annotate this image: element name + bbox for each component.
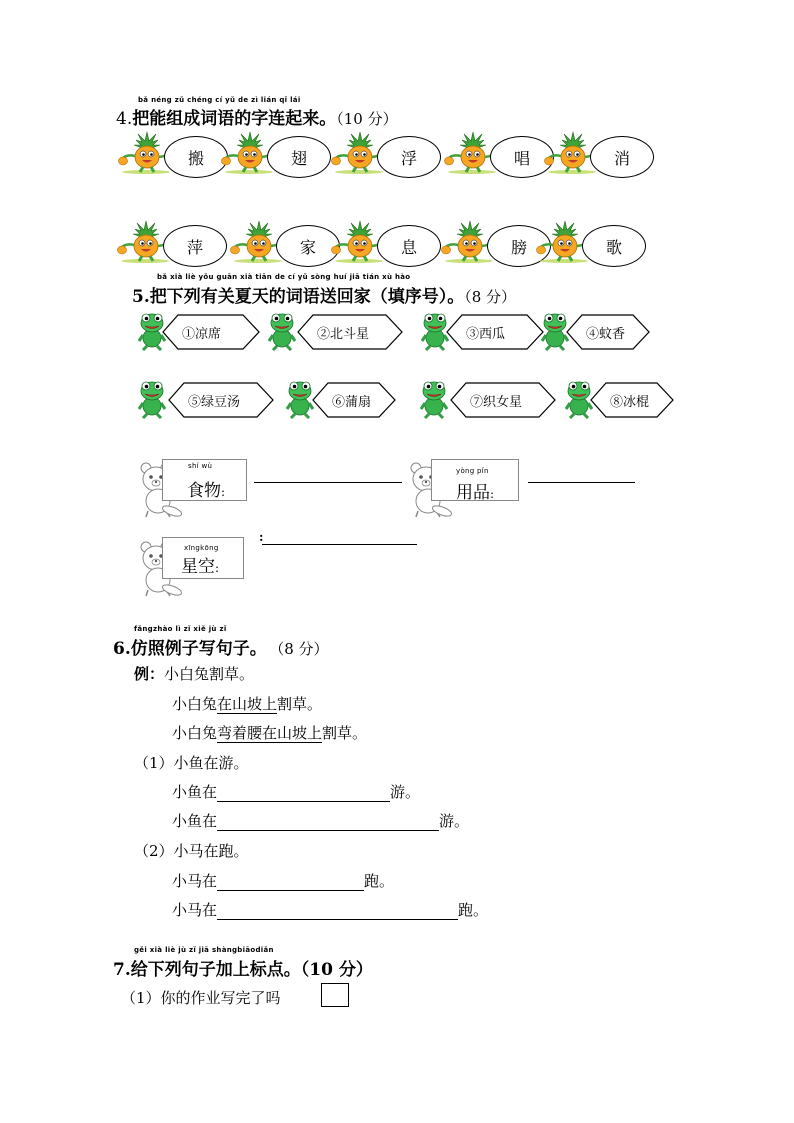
- q6-number: 6.: [113, 639, 131, 659]
- practice-2a: [172, 870, 394, 891]
- q4-pinyin: bǎ néng zǔ chéng cí yǔ de zì lián qǐ lái: [138, 96, 301, 104]
- q7-title: [113, 955, 373, 980]
- word-oval[interactable]: 浮: [377, 136, 441, 178]
- word-hexagon-label: ④蚊香: [586, 327, 626, 342]
- card-goods-word: [456, 478, 494, 503]
- q5-number: 5.: [132, 287, 150, 307]
- example-line-3: [172, 722, 367, 743]
- q7-number: 7.: [113, 960, 131, 980]
- word-oval[interactable]: 搬: [164, 136, 228, 178]
- card-goods-label: 用品: [456, 483, 490, 503]
- q4-score: （10 分）: [336, 110, 398, 128]
- practice-2b: [172, 899, 488, 920]
- example-line-1: [134, 663, 254, 684]
- ex3-a: 小白兔: [172, 724, 218, 742]
- p2b-pre: 小马在: [172, 901, 218, 919]
- word-oval[interactable]: 息: [377, 225, 441, 267]
- word-hexagon-label: ③西瓜: [466, 327, 506, 342]
- card-sky-colon: :: [215, 561, 220, 575]
- card-sky-label: 星空: [181, 557, 215, 577]
- word-hexagon-label: ②北斗星: [317, 327, 370, 342]
- word-hexagon-label: ①凉席: [182, 327, 222, 342]
- p2b-post: 跑。: [458, 901, 489, 919]
- frog-icon: [268, 311, 296, 351]
- word-oval[interactable]: 消: [590, 136, 654, 178]
- ex2-c: 割草。: [277, 695, 323, 713]
- word-hexagon-label: ⑧冰棍: [610, 395, 650, 410]
- card-food-pinyin: shí wù: [188, 462, 213, 470]
- card-food-label: 食物: [187, 481, 221, 501]
- blank-1b[interactable]: [217, 814, 439, 831]
- example-label: 例：: [134, 665, 165, 683]
- q7-title-text: 给下列句子加上标点。: [130, 960, 301, 980]
- p1b-pre: 小鱼在: [172, 812, 218, 830]
- word-oval[interactable]: 唱: [490, 136, 554, 178]
- practice-1a: [172, 781, 420, 802]
- word-hexagon-label: ⑦织女星: [470, 395, 523, 410]
- p1a-post: 游。: [390, 783, 421, 801]
- frog-icon: [565, 379, 593, 419]
- practice-1b: [172, 810, 469, 831]
- practice-2-label: （2）小马在跑。: [134, 842, 249, 860]
- example-line-2: [172, 693, 322, 714]
- q6-title-text: 仿照例子写句子。: [130, 639, 267, 659]
- q5-score: （8 分）: [464, 288, 517, 306]
- word-hexagon-label: ⑥蒲扇: [332, 395, 372, 410]
- card-food-colon: :: [221, 485, 226, 499]
- q7-pinyin: gěi xià liè jù zǐ jiā shàngbiāodiǎn: [134, 946, 274, 954]
- blank-2a[interactable]: [217, 874, 364, 891]
- ex3-b: 弯着腰: [217, 724, 263, 742]
- p1b-post: 游。: [439, 812, 470, 830]
- q5-title: [132, 282, 516, 307]
- p2a-pre: 小马在: [172, 872, 218, 890]
- word-oval[interactable]: 萍: [163, 225, 227, 267]
- frog-icon: [138, 379, 166, 419]
- q7-score: （10 分）: [300, 960, 373, 980]
- ex2-b: 在山坡上: [217, 695, 278, 713]
- example-sentence-1: 小白兔割草。: [164, 665, 255, 683]
- q4-title-text: 把能组成词语的字连起来。: [132, 109, 337, 129]
- ex2-a: 小白兔: [172, 695, 218, 713]
- word-oval[interactable]: 翅: [267, 136, 331, 178]
- frog-icon: [286, 379, 314, 419]
- q5-pinyin: bǎ xià liè yǒu guān xià tiān de cí yǔ sòng huí jiā tián xù hào: [157, 273, 411, 281]
- card-sky-word: [181, 552, 219, 577]
- frog-icon: [421, 311, 449, 351]
- answer-line-sky[interactable]: [262, 544, 417, 545]
- blank-1a[interactable]: [217, 785, 390, 802]
- p2a-post: 跑。: [364, 872, 395, 890]
- word-oval[interactable]: 家: [276, 225, 340, 267]
- frog-icon: [420, 379, 448, 419]
- q4-number: 4.: [116, 109, 133, 129]
- q6-title: [113, 634, 329, 659]
- card-goods-colon: :: [490, 487, 495, 501]
- punctuation-box[interactable]: [321, 983, 349, 1007]
- p1a-pre: 小鱼在: [172, 783, 218, 801]
- card-food-word: [187, 476, 225, 501]
- q6-pinyin: fǎngzhào lì zǐ xiě jù zǐ: [134, 625, 227, 633]
- q4-title: [116, 104, 398, 129]
- ex3-d: 割草。: [322, 724, 368, 742]
- frog-icon: [541, 311, 569, 351]
- card-goods-pinyin: yòng pǐn: [456, 467, 489, 475]
- ex3-c: 在山坡上: [262, 724, 323, 742]
- q7-item-1: （1）你的作业写完了吗: [121, 989, 281, 1007]
- answer-line-goods[interactable]: [528, 482, 635, 483]
- word-oval[interactable]: 膀: [487, 225, 551, 267]
- card-sky-pinyin: xīngkōng: [184, 544, 219, 552]
- q5-title-text: 把下列有关夏天的词语送回家（填序号）。: [149, 287, 465, 307]
- answer-line-food[interactable]: [254, 482, 402, 483]
- word-hexagon-label: ⑤绿豆汤: [188, 395, 241, 410]
- practice-1-label: （1）小鱼在游。: [134, 754, 249, 772]
- blank-2b[interactable]: [217, 903, 458, 920]
- q6-score: （8 分）: [276, 640, 329, 658]
- word-oval[interactable]: 歌: [582, 225, 646, 267]
- sky-extra-colon: :: [259, 530, 264, 544]
